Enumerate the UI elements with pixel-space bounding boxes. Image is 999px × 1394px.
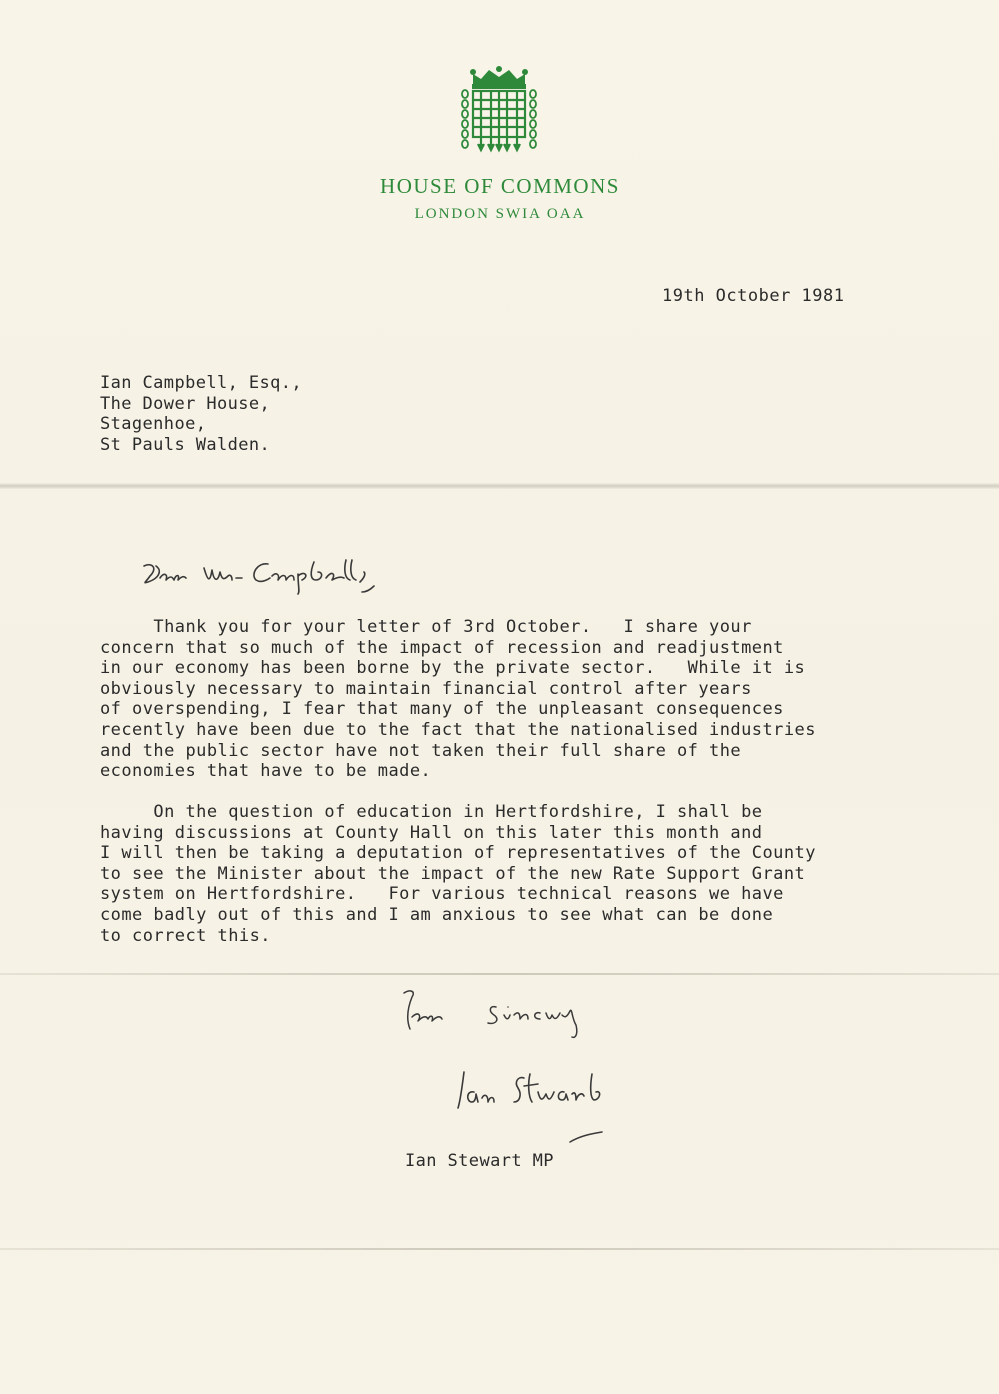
handwritten-closing [400,985,590,1045]
recipient-line: Ian Campbell, Esq., [100,373,303,393]
portcullis-crest-icon [459,64,539,156]
body-paragraph: Thank you for your letter of 3rd October. I share your concern that so much of the impact of recession and readjustment in our economy has been borne by the private sector. While it is obviously necessary to maintain financial control after years of overspending, I fear that many of the unpleasant consequences recently have been due to the fact that the nationalised industries and the public sector have not taken their full share of the economies that have to be made. [100,617,816,782]
recipient-line: Stagenhoe, [100,414,207,434]
recipient-address [100,373,302,455]
signatory-name: Ian Stewart MP [405,1151,554,1171]
letter-date: 19th October 1981 [662,286,845,306]
handwritten-signature [452,1068,622,1144]
paper-fold-line [0,483,999,489]
recipient-line: St Pauls Walden. [100,434,271,455]
paper-fold-line [0,1248,999,1250]
letterhead-title: HOUSE OF COMMONS [380,174,620,198]
body-paragraph: On the question of education in Hertfordshire, I shall be having discussions at County Hall on this later this month and I will then be taking a deputation of representatives of the County to see the Minister about the impact of the new Rate Support Grant system on Hertfordshire. For various technical reasons we have come badly out of this and I am anxious to see what can be done to correct this. [100,802,816,946]
paper-fold-line [0,973,999,975]
recipient-line: The Dower House, [100,393,271,414]
handwritten-salutation [138,552,438,596]
letterhead-address: LONDON SWIA OAA [414,206,586,222]
